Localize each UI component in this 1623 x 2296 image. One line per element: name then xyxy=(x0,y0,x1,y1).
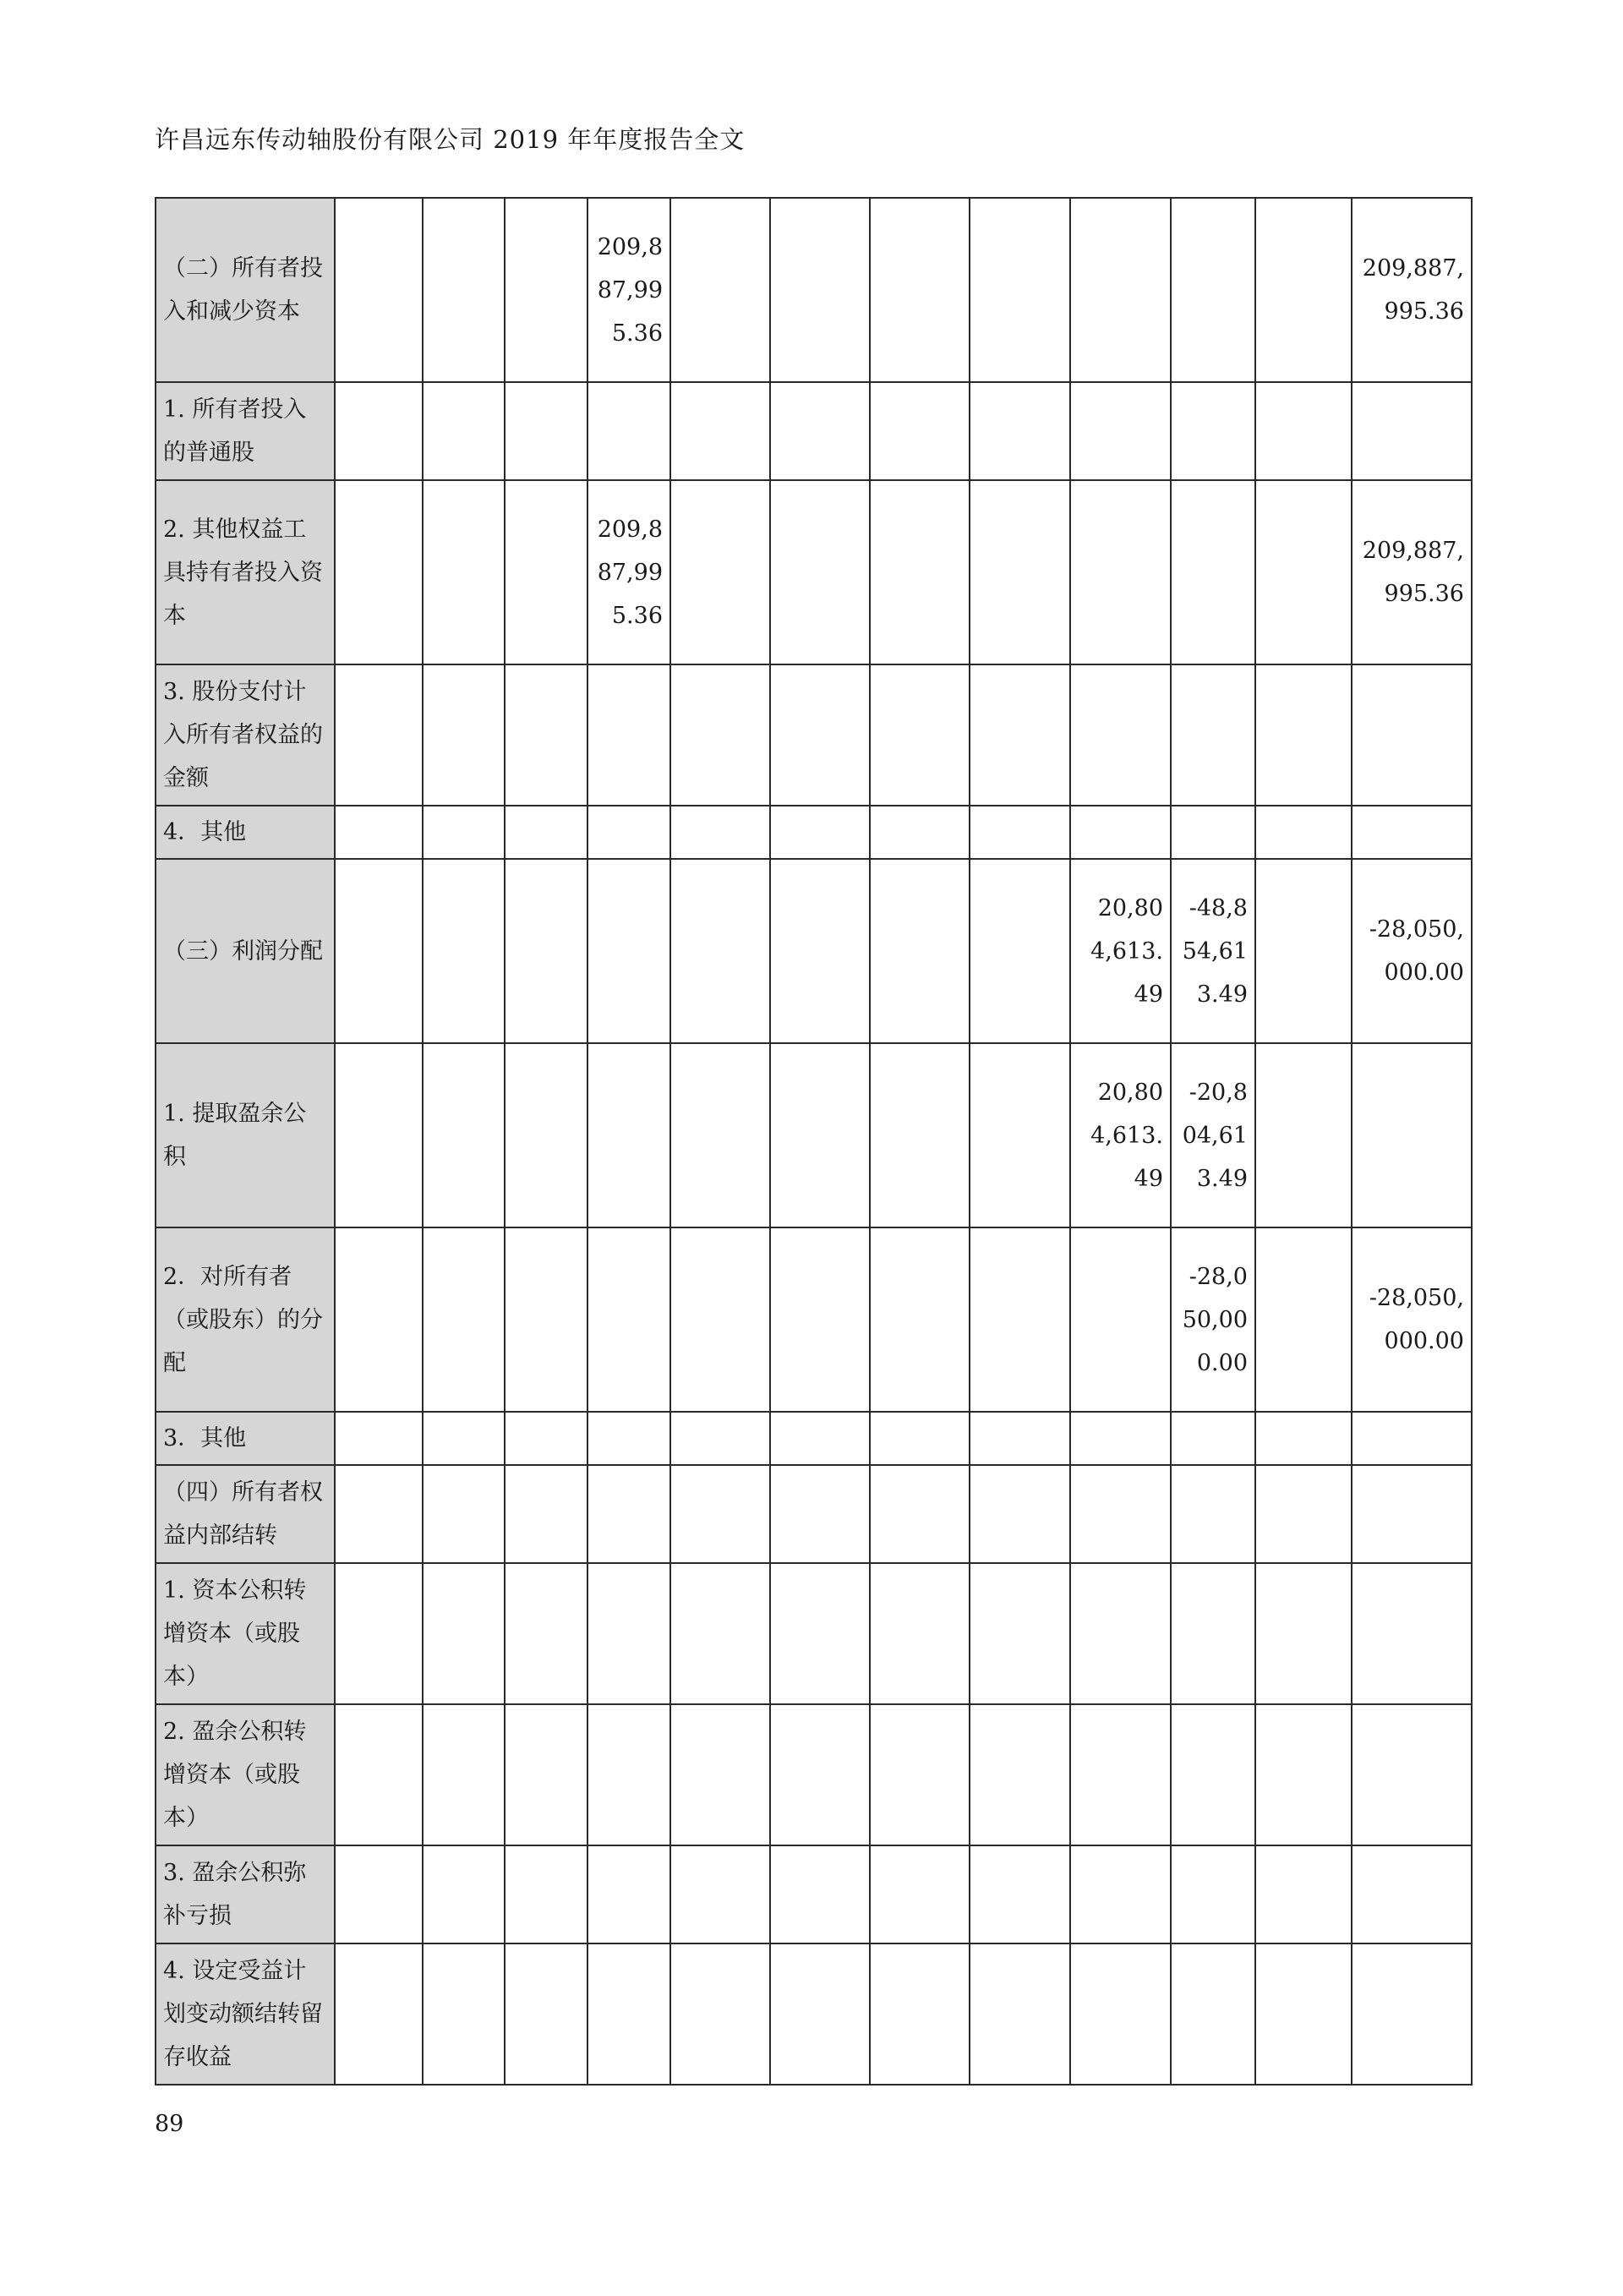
equity-change-table xyxy=(155,197,1473,2086)
table-cell xyxy=(423,1043,505,1227)
table-row xyxy=(156,1704,1472,1845)
table-row xyxy=(156,859,1472,1043)
table-cell xyxy=(335,806,423,859)
table-cell xyxy=(335,1943,423,2085)
table-cell: 20,804,613.49 xyxy=(1070,1043,1171,1227)
table-cell xyxy=(770,1943,870,2085)
table-cell xyxy=(1070,1845,1171,1943)
table-cell xyxy=(335,1465,423,1563)
table-cell xyxy=(770,1465,870,1563)
table-cell xyxy=(770,1563,870,1704)
row-label: 4．其他 xyxy=(156,806,335,859)
table-cell xyxy=(970,1845,1070,1943)
table-cell xyxy=(1255,1043,1352,1227)
table-cell xyxy=(587,1227,670,1412)
table-cell xyxy=(970,382,1070,480)
row-label: 1. 所有者投入的普通股 xyxy=(156,382,335,480)
row-label: 3. 盈余公积弥补亏损 xyxy=(156,1845,335,1943)
table-cell xyxy=(870,1412,970,1465)
table-cell xyxy=(1255,1412,1352,1465)
table-cell xyxy=(1255,198,1352,382)
table-cell xyxy=(770,859,870,1043)
table-cell xyxy=(1255,806,1352,859)
table-cell xyxy=(423,480,505,664)
table-cell xyxy=(1070,198,1171,382)
table-cell xyxy=(1070,1704,1171,1845)
table-cell xyxy=(335,1412,423,1465)
table-cell xyxy=(505,198,587,382)
table-cell xyxy=(970,859,1070,1043)
table-cell xyxy=(1070,1465,1171,1563)
table-cell xyxy=(670,664,770,806)
table-cell xyxy=(1352,1943,1472,2085)
table-cell xyxy=(670,480,770,664)
table-cell xyxy=(335,198,423,382)
table-cell xyxy=(423,664,505,806)
table-cell xyxy=(423,1412,505,1465)
table-cell xyxy=(335,1563,423,1704)
table-cell xyxy=(1255,1465,1352,1563)
row-label: 3. 股份支付计入所有者权益的金额 xyxy=(156,664,335,806)
table-cell xyxy=(1070,382,1171,480)
table-cell xyxy=(670,1563,770,1704)
row-label: （二）所有者投入和减少资本 xyxy=(156,198,335,382)
table-cell xyxy=(870,664,970,806)
table-cell xyxy=(970,1227,1070,1412)
table-cell xyxy=(670,806,770,859)
table-cell xyxy=(870,806,970,859)
table-row xyxy=(156,1465,1472,1563)
table-cell xyxy=(335,1845,423,1943)
table-row xyxy=(156,1943,1472,2085)
table-cell xyxy=(587,382,670,480)
table-cell xyxy=(670,1943,770,2085)
table-cell xyxy=(1255,1227,1352,1412)
table-cell xyxy=(1352,664,1472,806)
table-cell xyxy=(870,1943,970,2085)
table-cell xyxy=(1352,1465,1472,1563)
table-cell xyxy=(970,1465,1070,1563)
table-cell xyxy=(970,806,1070,859)
table-cell: -28,050,000.00 xyxy=(1352,1227,1472,1412)
table-cell xyxy=(1255,480,1352,664)
table-cell xyxy=(1352,382,1472,480)
table-cell xyxy=(970,1043,1070,1227)
table-cell xyxy=(1070,1943,1171,2085)
table-cell xyxy=(770,1845,870,1943)
table-cell xyxy=(770,1704,870,1845)
row-label: 1. 提取盈余公积 xyxy=(156,1043,335,1227)
table-cell xyxy=(1171,806,1255,859)
table-cell xyxy=(505,1227,587,1412)
table-cell: 209,887,995.36 xyxy=(1352,480,1472,664)
table-cell xyxy=(770,198,870,382)
table-cell xyxy=(770,1227,870,1412)
table-cell xyxy=(670,1043,770,1227)
table-cell xyxy=(423,198,505,382)
table-cell xyxy=(505,859,587,1043)
table-cell xyxy=(587,1704,670,1845)
table-cell xyxy=(505,1704,587,1845)
table-cell xyxy=(587,806,670,859)
table-cell: -28,050,000.00 xyxy=(1352,859,1472,1043)
table-cell xyxy=(587,1043,670,1227)
table-row xyxy=(156,198,1472,382)
table-cell xyxy=(587,1563,670,1704)
table-row xyxy=(156,480,1472,664)
table-cell xyxy=(1171,1704,1255,1845)
row-label: 2．对所有者（或股东）的分配 xyxy=(156,1227,335,1412)
table-cell xyxy=(1352,1412,1472,1465)
table-cell xyxy=(1070,1412,1171,1465)
table-row xyxy=(156,1227,1472,1412)
table-cell xyxy=(770,480,870,664)
table-cell xyxy=(1171,1845,1255,1943)
table-cell xyxy=(1070,1563,1171,1704)
table-cell xyxy=(335,1043,423,1227)
row-label: （四）所有者权益内部结转 xyxy=(156,1465,335,1563)
table-cell xyxy=(1352,1043,1472,1227)
table-cell: 20,804,613.49 xyxy=(1070,859,1171,1043)
table-cell xyxy=(423,1227,505,1412)
row-label: 2. 其他权益工具持有者投入资本 xyxy=(156,480,335,664)
table-cell xyxy=(870,1563,970,1704)
table-cell xyxy=(1352,1563,1472,1704)
table-cell xyxy=(505,382,587,480)
table-cell xyxy=(1255,1704,1352,1845)
table-cell: -48,854,613.49 xyxy=(1171,859,1255,1043)
table-cell xyxy=(1171,480,1255,664)
table-cell xyxy=(1171,1943,1255,2085)
table-cell xyxy=(1171,1563,1255,1704)
row-label: （三）利润分配 xyxy=(156,859,335,1043)
table-cell xyxy=(1070,806,1171,859)
table-cell xyxy=(970,664,1070,806)
table-cell xyxy=(670,1704,770,1845)
table-cell xyxy=(1171,198,1255,382)
table-cell xyxy=(670,1227,770,1412)
table-cell xyxy=(505,1943,587,2085)
table-cell xyxy=(587,859,670,1043)
table-cell xyxy=(870,1227,970,1412)
table-cell xyxy=(1352,1845,1472,1943)
table-cell xyxy=(670,382,770,480)
table-cell xyxy=(1255,859,1352,1043)
table-cell xyxy=(423,1704,505,1845)
table-cell xyxy=(1070,1227,1171,1412)
table-cell xyxy=(670,198,770,382)
table-cell xyxy=(670,1845,770,1943)
table-cell xyxy=(1070,480,1171,664)
table-cell xyxy=(1255,1563,1352,1704)
table-cell: -28,050,000.00 xyxy=(1171,1227,1255,1412)
table-cell xyxy=(670,1465,770,1563)
table-cell xyxy=(505,1563,587,1704)
table-cell xyxy=(335,1704,423,1845)
row-label: 3．其他 xyxy=(156,1412,335,1465)
table-cell xyxy=(870,382,970,480)
table-cell xyxy=(335,859,423,1043)
table-cell xyxy=(870,1845,970,1943)
table-cell xyxy=(870,1043,970,1227)
table-cell xyxy=(423,806,505,859)
table-cell xyxy=(423,382,505,480)
table-cell xyxy=(587,1465,670,1563)
table-row xyxy=(156,664,1472,806)
table-cell xyxy=(870,859,970,1043)
table-cell xyxy=(335,480,423,664)
table-cell xyxy=(587,1845,670,1943)
table-cell: 209,887,995.36 xyxy=(587,480,670,664)
table-cell: 209,887,995.36 xyxy=(587,198,670,382)
row-label: 2. 盈余公积转增资本（或股本） xyxy=(156,1704,335,1845)
table-cell xyxy=(587,1412,670,1465)
table-cell xyxy=(970,480,1070,664)
table-row xyxy=(156,1412,1472,1465)
table-cell xyxy=(870,1465,970,1563)
table-cell xyxy=(1352,806,1472,859)
table-cell xyxy=(505,806,587,859)
table-cell xyxy=(423,1845,505,1943)
table-row xyxy=(156,806,1472,859)
table-cell xyxy=(1171,664,1255,806)
table-cell xyxy=(335,382,423,480)
table-cell xyxy=(1171,1465,1255,1563)
table-cell xyxy=(1352,1704,1472,1845)
table-cell xyxy=(970,1563,1070,1704)
table-cell xyxy=(335,664,423,806)
table-cell xyxy=(970,1943,1070,2085)
table-cell xyxy=(1070,664,1171,806)
table-cell xyxy=(670,1412,770,1465)
table-row xyxy=(156,1845,1472,1943)
table-cell xyxy=(1255,664,1352,806)
table-cell xyxy=(335,1227,423,1412)
table-cell xyxy=(587,1943,670,2085)
table-cell xyxy=(970,1412,1070,1465)
table-cell xyxy=(423,859,505,1043)
table-row xyxy=(156,1043,1472,1227)
table-cell xyxy=(505,1845,587,1943)
table-cell xyxy=(770,664,870,806)
table-cell xyxy=(1171,1412,1255,1465)
row-label: 1. 资本公积转增资本（或股本） xyxy=(156,1563,335,1704)
table-cell xyxy=(1171,382,1255,480)
table-row xyxy=(156,1563,1472,1704)
table-cell xyxy=(505,1465,587,1563)
row-label: 4. 设定受益计划变动额结转留存收益 xyxy=(156,1943,335,2085)
table-cell xyxy=(770,806,870,859)
table-cell xyxy=(870,1704,970,1845)
table-cell xyxy=(505,480,587,664)
table-row xyxy=(156,382,1472,480)
table-cell xyxy=(423,1465,505,1563)
table-cell xyxy=(1255,382,1352,480)
table-cell xyxy=(1255,1943,1352,2085)
table-cell xyxy=(587,664,670,806)
table-cell xyxy=(423,1943,505,2085)
table-cell xyxy=(770,1412,870,1465)
table-cell xyxy=(423,1563,505,1704)
page-number: 89 xyxy=(155,2111,184,2137)
page-header: 许昌远东传动轴股份有限公司 2019 年年度报告全文 xyxy=(155,125,746,154)
table-cell xyxy=(770,382,870,480)
table-cell xyxy=(870,480,970,664)
table-cell xyxy=(1255,1845,1352,1943)
table-cell xyxy=(970,1704,1070,1845)
table-cell xyxy=(670,859,770,1043)
table-cell xyxy=(870,198,970,382)
table-cell xyxy=(505,1412,587,1465)
table-cell: 209,887,995.36 xyxy=(1352,198,1472,382)
table-cell xyxy=(770,1043,870,1227)
table-cell xyxy=(505,1043,587,1227)
table-cell xyxy=(970,198,1070,382)
table-cell xyxy=(505,664,587,806)
table-cell: -20,804,613.49 xyxy=(1171,1043,1255,1227)
